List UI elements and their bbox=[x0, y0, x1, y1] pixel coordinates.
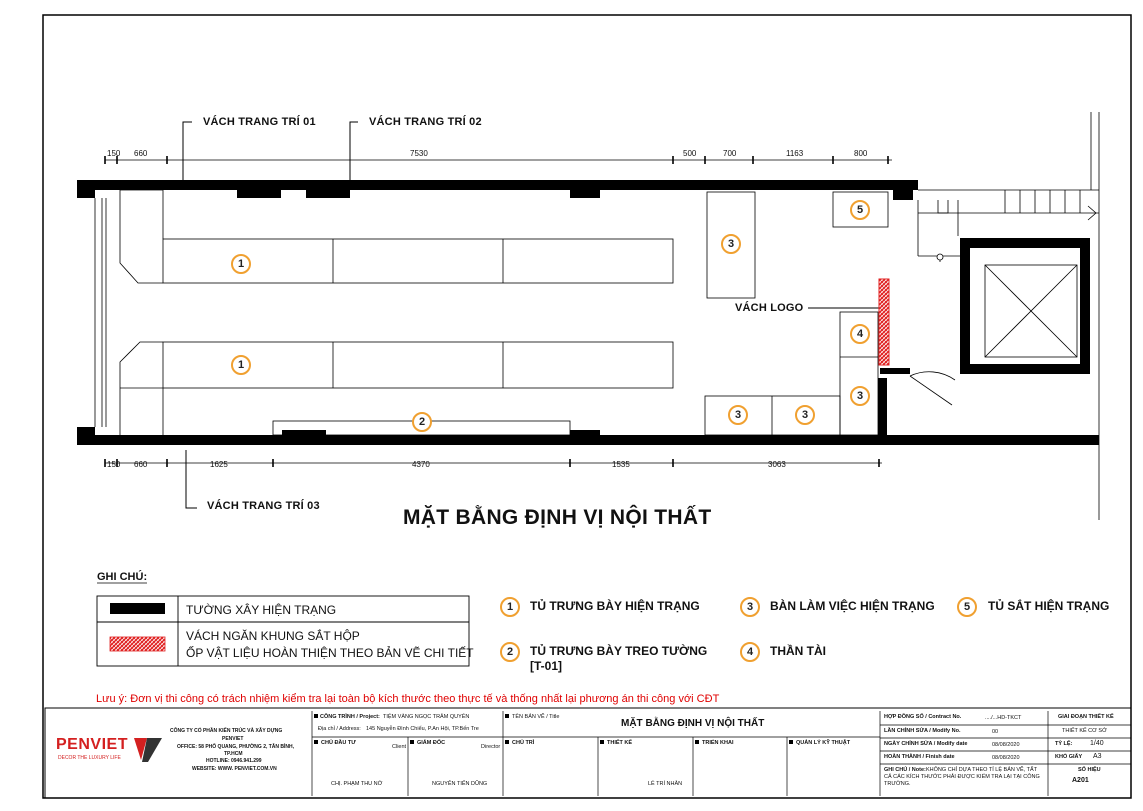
marker-desk: 3 bbox=[728, 405, 748, 425]
legend-marker: 1 bbox=[500, 597, 520, 617]
scale-value: 1/40 bbox=[1090, 740, 1104, 747]
tech-label: QUẢN LÝ KỸ THUẬT bbox=[796, 740, 851, 746]
sheet-no-label: SỐ HIỆU bbox=[1078, 767, 1101, 773]
modify-no-label: LẦN CHỈNH SỬA / Modify No. bbox=[884, 728, 961, 734]
marker-wall-cabinet: 2 bbox=[412, 412, 432, 432]
hotline: HOTLINE: 0946.941.299 bbox=[206, 758, 262, 764]
paper-label: KHỔ GIẤY bbox=[1055, 754, 1083, 760]
top-dim: 660 bbox=[134, 149, 148, 158]
modify-no-value: 00 bbox=[992, 729, 999, 735]
legend-item-label: THẦN TÀI bbox=[770, 644, 826, 658]
legend-marker: 2 bbox=[500, 642, 520, 662]
sheet-name: MẶT BẰNG ĐỊNH VỊ NỘI THẤT bbox=[621, 718, 765, 729]
legend-partition-label: VÁCH NGĂN KHUNG SẮT HỘP bbox=[186, 629, 360, 643]
bottom-dim: 1625 bbox=[210, 460, 228, 469]
client-label: CHỦ ĐẦU TƯ bbox=[321, 740, 356, 746]
marker-display-cabinet: 1 bbox=[231, 254, 251, 274]
marker-altar: 4 bbox=[850, 324, 870, 344]
website: WEBSITE: WWW. PENVIET.COM.VN bbox=[192, 766, 277, 772]
project-value: TIỆM VÀNG NGỌC TRÂM QUYÊN bbox=[383, 714, 470, 720]
top-dim: 7530 bbox=[410, 149, 428, 158]
finish-label: HOÀN THÀNH / Finish date bbox=[884, 754, 955, 760]
designer-name: LÊ TRÍ NHÂN bbox=[648, 781, 683, 787]
client-en-label: Client bbox=[392, 744, 407, 750]
address-value: 145 Nguyễn Đình Chiểu, P.An Hội, TP.Bến Tre bbox=[366, 726, 479, 732]
top-dim: 1163 bbox=[786, 149, 804, 158]
contract-value: ..../...HD-TKCT bbox=[985, 715, 1022, 721]
finish-value: 08/08/2020 bbox=[992, 755, 1020, 761]
marker-desk: 3 bbox=[721, 234, 741, 254]
legend-item-code: [T-01] bbox=[530, 659, 563, 673]
lead-label: CHỦ TRÌ bbox=[512, 740, 535, 746]
legend-item-label: TỦ TRƯNG BÀY HIỆN TRẠNG bbox=[530, 599, 700, 613]
stage-label: GIAI ĐOẠN THIẾT KẾ bbox=[1058, 714, 1114, 720]
office-address: OFFICE: 58 PHỐ QUANG, PHƯỜNG 2, TÂN BÌNH, bbox=[177, 744, 295, 750]
director-en-label: Director bbox=[481, 744, 501, 750]
director-label: GIÁM ĐỐC bbox=[417, 740, 446, 746]
logo-tagline: DECOR THE LUXURY LIFE bbox=[58, 755, 121, 761]
note-value: KHÔNG CHỈ DỰA THEO TỈ LỆ BẢN VẼ, TẤT bbox=[926, 767, 1038, 773]
legend-item-label: BÀN LÀM VIỆC HIỆN TRẠNG bbox=[770, 599, 935, 613]
logo-wall-label: VÁCH LOGO bbox=[735, 302, 804, 314]
note-label: GHI CHÚ / Note: bbox=[884, 767, 926, 773]
company-logo: PENVIET bbox=[56, 736, 128, 753]
bottom-dim: 4370 bbox=[412, 460, 430, 469]
top-dim: 150 bbox=[107, 149, 121, 158]
client-name: CHỊ. PHẠM THU NỞ bbox=[331, 781, 383, 787]
sheet-name-label: TÊN BẢN VẼ / Title bbox=[512, 714, 560, 720]
legend-marker: 3 bbox=[740, 597, 760, 617]
contract-label: HỢP ĐỒNG SỐ / Contract No. bbox=[884, 714, 962, 720]
develop-label: TRIỂN KHAI bbox=[702, 740, 734, 746]
drawing-title: MẶT BẰNG ĐỊNH VỊ NỘI THẤT bbox=[403, 506, 712, 529]
legend-wall-label: TƯỜNG XÂY HIỆN TRẠNG bbox=[186, 603, 337, 617]
note-value-2: CẢ CÁC KÍCH THƯỚC PHẢI ĐƯỢC KIỂM TRA LẠI TẠI CÔNG bbox=[884, 774, 1040, 780]
legend-marker: 5 bbox=[957, 597, 977, 617]
legend-partition-label-2: ỐP VẬT LIỆU HOÀN THIỆN THEO BẢN VẼ CHI TIẾT bbox=[186, 646, 474, 660]
marker-display-cabinet: 1 bbox=[231, 355, 251, 375]
notes-heading: GHI CHÚ: bbox=[97, 571, 148, 583]
marker-safe: 5 bbox=[850, 200, 870, 220]
company-name: CÔNG TY CỔ PHẦN KIẾN TRÚC VÀ XÂY DỰNG bbox=[170, 728, 283, 734]
modify-date-value: 08/08/2020 bbox=[992, 742, 1020, 748]
bottom-dim: 150 bbox=[107, 460, 121, 469]
office-address-2: TP.HCM bbox=[224, 751, 243, 757]
bottom-dim: 660 bbox=[134, 460, 148, 469]
legend-marker: 4 bbox=[740, 642, 760, 662]
wall-03-label: VÁCH TRANG TRÍ 03 bbox=[207, 500, 320, 512]
wall-02-label: VÁCH TRANG TRÍ 02 bbox=[369, 116, 482, 128]
legend-item-label: TỦ SẮT HIỆN TRẠNG bbox=[988, 599, 1110, 613]
scale-label: TỶ LỆ: bbox=[1055, 741, 1073, 747]
note-value-3: TRƯỜNG. bbox=[884, 781, 911, 787]
top-dim: 700 bbox=[723, 149, 737, 158]
modify-date-label: NGÀY CHỈNH SỬA / Modify date bbox=[884, 741, 968, 747]
design-label: THIẾT KẾ bbox=[607, 740, 633, 746]
bottom-dim: 1535 bbox=[612, 460, 630, 469]
wall-01-label: VÁCH TRANG TRÍ 01 bbox=[203, 116, 316, 128]
address-label: Địa chỉ / Address: bbox=[318, 726, 361, 732]
top-dim: 800 bbox=[854, 149, 868, 158]
project-label: CÔNG TRÌNH / Project: bbox=[320, 714, 380, 720]
director-name: NGUYỄN TIẾN DŨNG bbox=[432, 781, 488, 787]
top-dim: 500 bbox=[683, 149, 697, 158]
bottom-dim: 3063 bbox=[768, 460, 786, 469]
company-name-2: PENVIET bbox=[222, 736, 244, 742]
legend-item-label: TỦ TRƯNG BÀY TREO TƯỜNG bbox=[530, 644, 708, 658]
warning-note: Lưu ý: Đơn vị thi công có trách nhiệm kiểm tra lại toàn bộ kích thước theo thực tế và thống nhất lại phương án thi công với CĐT bbox=[96, 693, 720, 705]
sheet-no-value: A201 bbox=[1072, 777, 1089, 784]
marker-desk: 3 bbox=[850, 386, 870, 406]
marker-desk: 3 bbox=[795, 405, 815, 425]
paper-value: A3 bbox=[1093, 753, 1102, 760]
stage-value: THIẾT KẾ CƠ SỞ bbox=[1062, 728, 1107, 734]
